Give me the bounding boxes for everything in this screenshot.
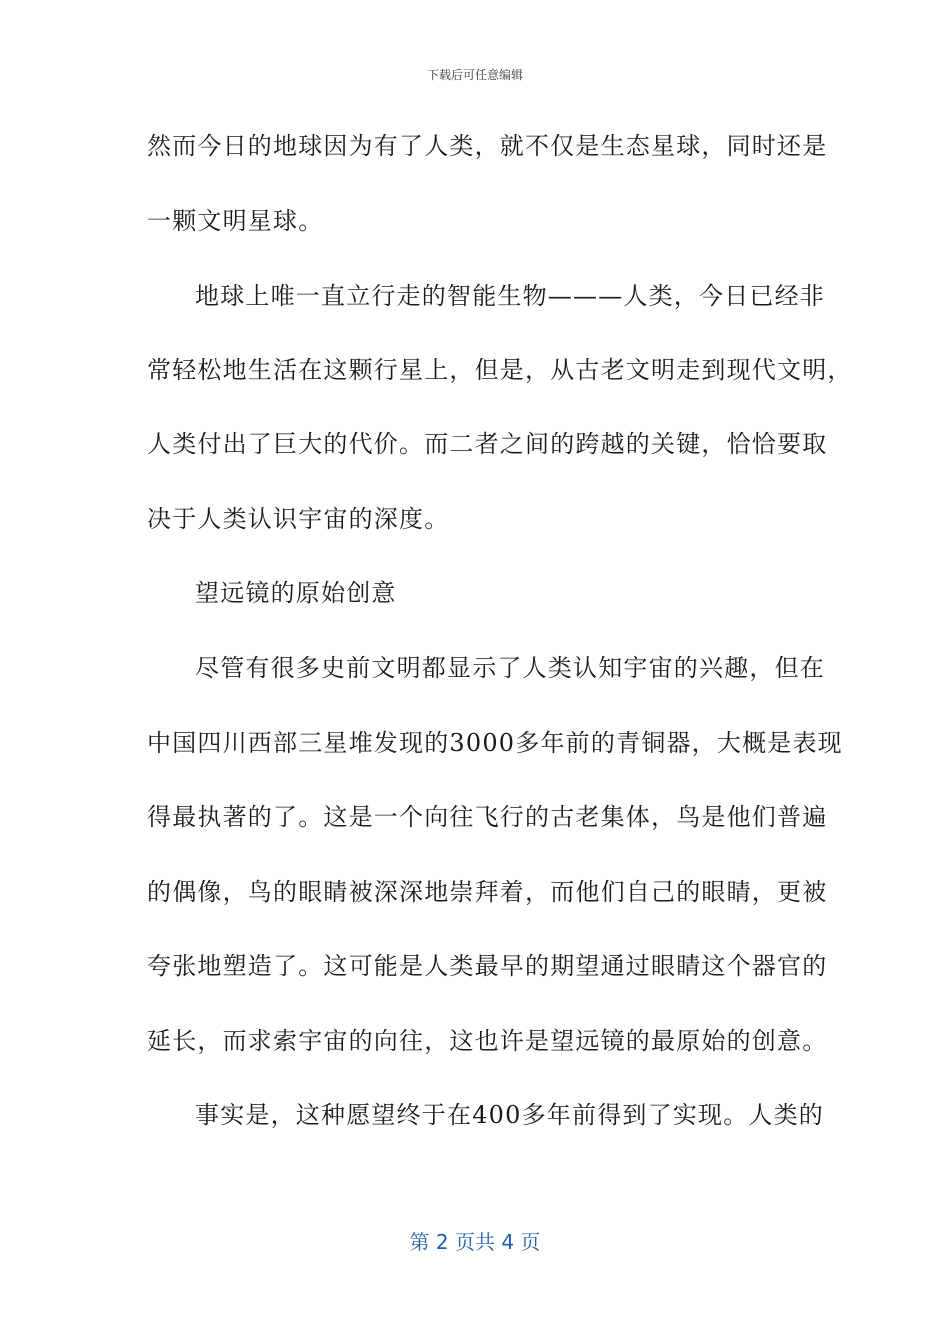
page-number-footer: 第 2 页共 4 页 [409, 1230, 541, 1254]
body-line: 决于人类认识宇宙的深度。 [147, 505, 450, 533]
body-line: 常轻松地生活在这颗行星上，但是，从古老文明走到现代文明， [147, 356, 853, 384]
body-line: 中国四川西部三星堆发现的3000多年前的青铜器，大概是表现 [147, 729, 843, 757]
paragraph-first-line: 尽管有很多史前文明都显示了人类认知宇宙的兴趣，但在 [195, 654, 825, 682]
paragraph-first-line: 事实是，这种愿望终于在400多年前得到了实现。人类的 [195, 1101, 825, 1129]
body-line: 夸张地塑造了。这可能是人类最早的期望通过眼睛这个器官的 [147, 952, 828, 980]
body-line: 得最执著的了。这是一个向往飞行的古老集体，鸟是他们普遍 [147, 803, 828, 831]
paragraph-first-line: 地球上唯一直立行走的智能生物———人类，今日已经非 [195, 282, 825, 310]
body-line: 人类付出了巨大的代价。而二者之间的跨越的关键，恰恰要取 [147, 430, 828, 458]
section-heading: 望远镜的原始创意 [195, 579, 397, 607]
page-header: 下载后可任意编辑 [426, 68, 523, 82]
body-line: 延长，而求索宇宙的向往，这也许是望远镜的最原始的创意。 [147, 1027, 828, 1055]
body-line: 然而今日的地球因为有了人类，就不仅是生态星球，同时还是 [147, 132, 828, 160]
body-line: 一颗文明星球。 [147, 207, 324, 235]
body-line: 的偶像，鸟的眼睛被深深地崇拜着，而他们自己的眼睛，更被 [147, 878, 828, 906]
